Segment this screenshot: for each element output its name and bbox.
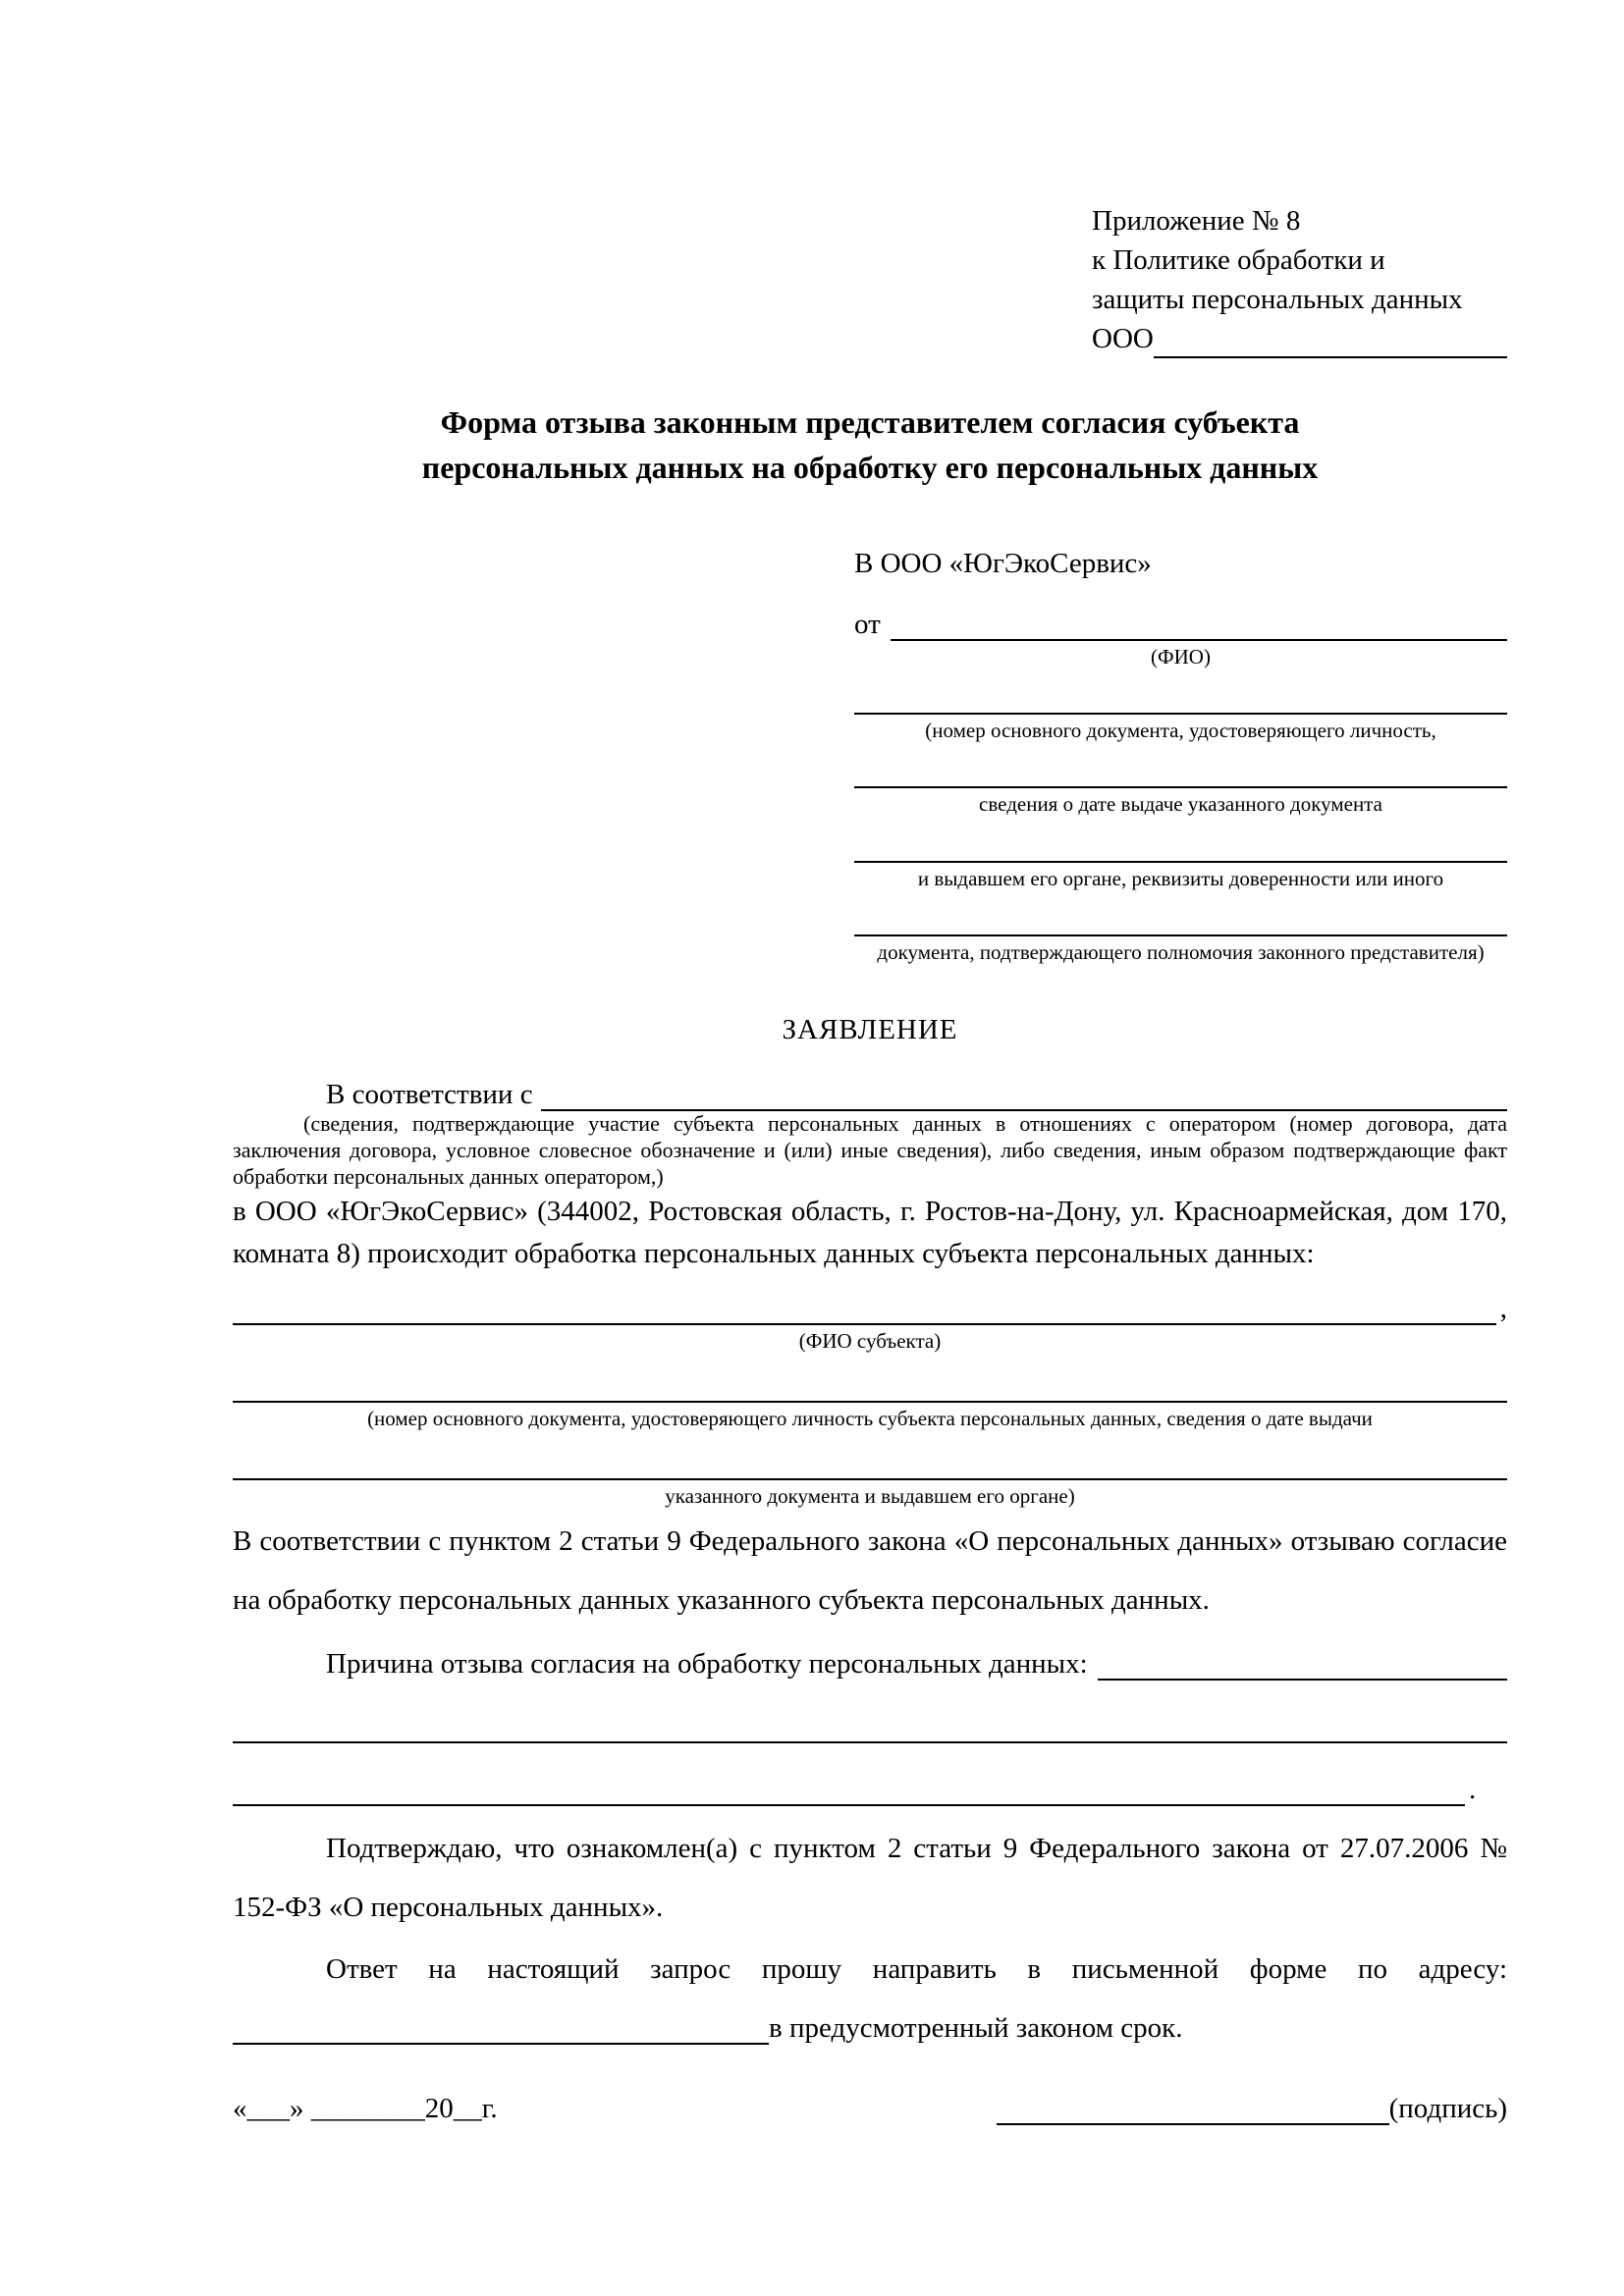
signature-fill-line bbox=[997, 2090, 1389, 2125]
reason-prefix: Причина отзыва согласия на обработку персональных данных: bbox=[326, 1648, 1088, 1681]
statement-heading: ЗАЯВЛЕНИЕ bbox=[782, 1014, 958, 1046]
reason-blank-row-1 bbox=[233, 1681, 1507, 1743]
appendix-line: Приложение № 8 bbox=[1092, 205, 1301, 237]
date-blank: «___» ________20__г. bbox=[233, 2092, 498, 2124]
addressee-block bbox=[854, 548, 1507, 965]
subject-fio-fill-line bbox=[233, 1323, 1496, 1325]
doc-issuer-caption: и выдавшем его органе, реквизиты доверенности или иного bbox=[917, 866, 1444, 890]
appendix-org-row bbox=[1092, 319, 1507, 358]
from-row bbox=[854, 596, 1507, 641]
subject-line-suffix: , bbox=[1499, 1292, 1507, 1324]
reply-suffix: в предусмотренный законом срок. bbox=[769, 2011, 1183, 2044]
doc-issue-date-caption: сведения о дате выдаче указанного документа bbox=[979, 792, 1382, 817]
accordance-prefix: В соответствии с bbox=[326, 1079, 533, 1111]
subject-doc-fill-line bbox=[233, 1354, 1507, 1403]
reason-blank-line-2 bbox=[233, 1804, 1465, 1806]
reason-fill-line bbox=[1098, 1679, 1507, 1681]
reply-request-paragraph: Ответ на настоящий запрос прошу направить в письменной форме по адресу: bbox=[326, 1953, 1507, 1986]
org-name-fill-line bbox=[1154, 356, 1507, 358]
accordance-row bbox=[233, 1072, 1507, 1111]
reason-blank-suffix: . bbox=[1469, 1774, 1477, 1806]
withdrawal-paragraph: В соответствии с пунктом 2 статьи 9 Федерального закона «О персональных данных» отзываю согласие на обработку персональных данных указанного субъекта персональных данных. bbox=[233, 1525, 1507, 1616]
doc-issuer-fill-line bbox=[854, 818, 1507, 863]
doc-number-fill-line bbox=[854, 669, 1507, 715]
addressee-to-line: В ООО «ЮгЭкоСервис» bbox=[854, 547, 1152, 579]
signature-caption: (подпись) bbox=[1388, 2092, 1507, 2124]
reason-blank-line-1 bbox=[233, 1741, 1507, 1743]
appendix-line: к Политике обработки и bbox=[1092, 244, 1385, 277]
fio-caption: (ФИО) bbox=[1151, 644, 1211, 668]
doc-number-caption: (номер основного документа, удостоверяющего личность, bbox=[925, 719, 1436, 743]
org-prefix-label: ООО bbox=[1092, 323, 1154, 355]
reply-address-row bbox=[233, 2000, 1507, 2045]
appendix-block bbox=[1092, 201, 1507, 358]
signature-group bbox=[997, 2090, 1507, 2125]
document-title-line1: Форма отзыва законным представителем согласия субъекта bbox=[440, 404, 1300, 441]
representative-authority-caption: документа, подтверждающего полномочия законного представителя) bbox=[877, 939, 1485, 964]
subject-doc-caption-line2: указанного документа и выдавшем его органе) bbox=[665, 1484, 1075, 1509]
doc-issue-date-fill-line bbox=[854, 743, 1507, 788]
representative-authority-fill-line bbox=[854, 891, 1507, 936]
footer-row bbox=[233, 2090, 1507, 2125]
subject-fio-row bbox=[233, 1284, 1507, 1325]
subject-doc-issuer-fill-line bbox=[233, 1431, 1507, 1480]
reason-blank-row-2 bbox=[233, 1743, 1507, 1806]
appendix-line: защиты персональных данных bbox=[1092, 284, 1463, 316]
reason-row bbox=[233, 1635, 1507, 1681]
from-fio-fill-line bbox=[891, 639, 1507, 641]
subject-fio-caption: (ФИО субъекта) bbox=[798, 1328, 942, 1353]
document-title bbox=[233, 400, 1507, 491]
from-label: от bbox=[854, 608, 881, 640]
document-title-line2: персональных данных на обработку его персональных данных bbox=[421, 450, 1319, 486]
reply-address-fill-line bbox=[233, 2043, 769, 2045]
confirm-paragraph: Подтверждаю, что ознакомлен(а) с пунктом 2 статьи 9 Федерального закона от 27.07.2006 № 152-ФЗ «О персональных данных». bbox=[233, 1833, 1507, 1923]
operator-paragraph: в ООО «ЮгЭкоСервис» (344002, Ростовская область, г. Ростов-на-Дону, ул. Красноармейская, дом 170, комната 8) происходит обработка персональных данных субъекта персональных данных: bbox=[233, 1195, 1507, 1270]
subject-doc-caption-line1: (номер основного документа, удостоверяющего личность субъекта персональных данных, сведения о дате выдачи bbox=[367, 1406, 1373, 1430]
accordance-note: (сведения, подтверждающие участие субъекта персональных данных в отношениях с оператором (номер договора, дата заключения договора, условное словесное обозначение и (или) иные сведения), либо сведения, иным образом подтверждающие факт обработки персональных данных оператором,) bbox=[233, 1111, 1507, 1189]
